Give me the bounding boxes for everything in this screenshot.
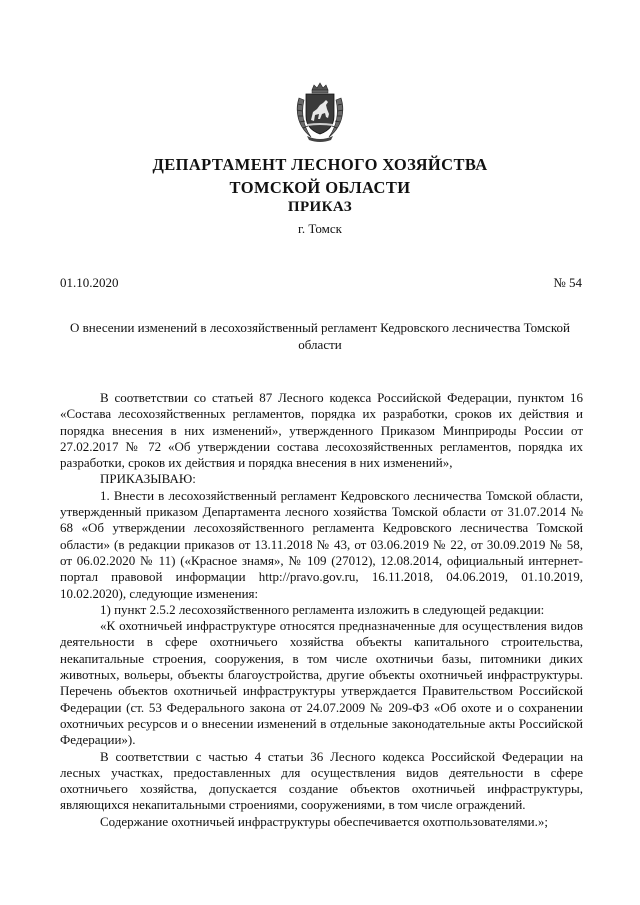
document-type-title: ПРИКАЗ	[287, 199, 353, 215]
quoted-text-paragraph: В соответствии с частью 4 статьи 36 Лесного кодекса Российской Федерации на лесных участках, предоставленных для осуществления видов деятельности в сфере охотничьего хозяйства, допускается создание объектов охотничьей инфраструктуры, являющихся некапитальными строениями, сооружениями, в том числе ограждений.	[60, 748, 583, 813]
subclause-1-paragraph: 1) пункт 2.5.2 лесохозяйственного регламента изложить в следующей редакции:	[100, 601, 545, 617]
preamble-paragraph: В соответствии со статьей 87 Лесного кодекса Российской Федерации, пунктом 16 «Состава лесохозяйственных регламентов, порядка их разработки, сроков их действия и порядка внесения в них изменений», утвержденного Приказом Минприроды России от 27.02.2017 № 72 «Об утверждении состава лесохозяйственных регламентов, порядка их разработки, сроков их действия и порядка внесения в них изменений»,	[60, 390, 583, 471]
tomsk-coat-of-arms-emblem	[293, 82, 347, 144]
order-number: № 54	[553, 275, 582, 290]
quoted-text-paragraph: «К охотничьей инфраструктуре относятся предназначенные для осуществления видов деятельности в сфере охотничьего хозяйства объекты капитального строительства, некапитальные строения, сооружения, в том числе охотничьи базы, питомники диких животных, вольеры, объекты благоустройства, другие объекты охотничьей инфраструктуры. Перечень объектов охотничьей инфраструктуры утверждается Правительством Российской Федерации (ст. 53 Федерального закона от 24.07.2009 № 209-ФЗ «Об охоте и о сохранении охотничьих ресурсов и о внесении изменений в отдельные законодательные акты Российской Федерации»).	[60, 618, 583, 748]
department-name-line-2: ТОМСКОЙ ОБЛАСТИ	[229, 178, 411, 197]
quoted-text-paragraph: Содержание охотничьей инфраструктуры обеспечивается охотпользователями.»;	[100, 813, 548, 829]
city-label: г. Томск	[298, 221, 342, 236]
department-name-line-1: ДЕПАРТАМЕНТ ЛЕСНОГО ХОЗЯЙСТВА	[152, 155, 488, 174]
order-body	[60, 390, 583, 830]
order-date: 01.10.2020	[60, 275, 119, 290]
order-directive: ПРИКАЗЫВАЮ:	[100, 471, 196, 487]
clause-1-paragraph: 1. Внести в лесохозяйственный регламент Кедровского лесничества Томской области, утвержденный приказом Департамента лесного хозяйства Томской области от 31.07.2014 № 68 «Об утверждении лесохозяйственного регламента Кедровского лесничества Томской области» (в редакции приказов от 13.11.2018 № 43, от 03.06.2019 № 22, от 30.09.2019 № 58, от 06.02.2020 № 11) («Красное знамя», № 109 (27012), 12.08.2014, официальный интернет-портал правовой информации http://pravo.gov.ru, 16.11.2018, 04.06.2019, 01.10.2019, 10.02.2020), следующие изменения:	[60, 487, 583, 601]
order-subject: О внесении изменений в лесохозяйственный регламент Кедровского лесничества Томской области	[70, 320, 570, 352]
